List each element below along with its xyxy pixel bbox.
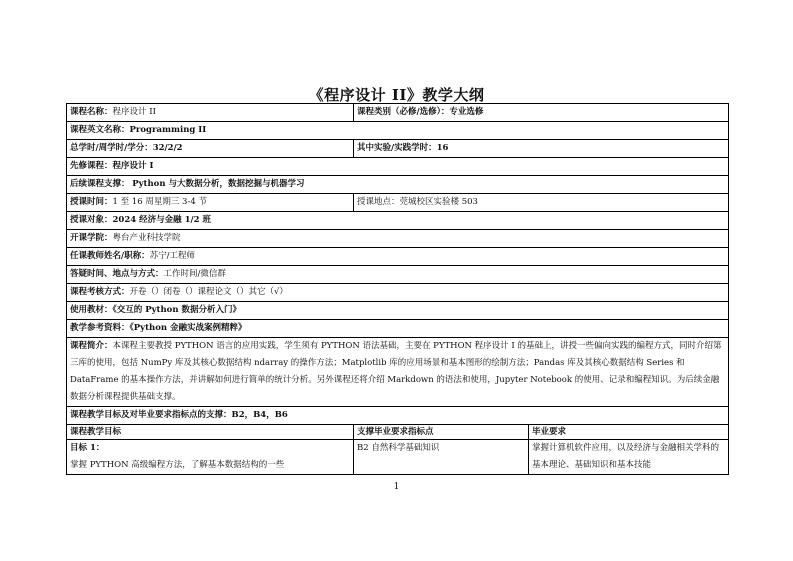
objectives-col-goal: 课程教学目标 xyxy=(67,425,354,440)
english-name-cell: 课程英文名称：Programming II xyxy=(67,122,729,140)
course-type-cell: 课程类别（必修/选修）：专业选修 xyxy=(354,104,729,122)
page-number: 1 xyxy=(393,482,400,492)
objectives-column-headers xyxy=(67,425,729,440)
row-assessment xyxy=(67,284,729,302)
college-cell: 开课学院：粤台产业科技学院 xyxy=(67,230,729,248)
row-course-name xyxy=(67,104,729,122)
row-hours xyxy=(67,140,729,158)
teacher-cell: 任课教师姓名/职称：苏宁/工程师 xyxy=(67,248,729,266)
goal-1-text: 掌握 PYTHON 高级编程方法，了解基本数据结构的一些 xyxy=(70,460,285,470)
row-objectives-header xyxy=(67,407,729,425)
goal-1-requirement: 掌握计算机软件应用，以及经济与金融相关学科的基本理论、基础知识和基本技能 xyxy=(529,440,729,475)
qa-cell: 答疑时间、地点与方式：工作时间/微信群 xyxy=(67,266,729,284)
syllabus-table xyxy=(66,103,729,475)
row-intro xyxy=(67,338,729,407)
lab-hours-cell: 其中实验/实践学时：16 xyxy=(354,140,729,158)
objectives-col-indicator: 支撑毕业要求指标点 xyxy=(354,425,529,440)
row-college xyxy=(67,230,729,248)
row-qa xyxy=(67,266,729,284)
row-teacher xyxy=(67,248,729,266)
assessment-cell: 课程考核方式：开卷（）闭卷（）课程论文（）其它（√） xyxy=(67,284,729,302)
goal-1-title: 目标 1： xyxy=(70,443,105,453)
hours-cell: 总学时/周学时/学分：32/2/2 xyxy=(67,140,354,158)
course-name-cell: 课程名称：程序设计 II xyxy=(67,104,354,122)
objectives-col-requirement: 毕业要求 xyxy=(529,425,729,440)
row-textbook xyxy=(67,302,729,320)
objectives-header-cell: 课程教学目标及对毕业要求指标点的支撑：B2，B4，B6 xyxy=(67,407,729,425)
row-references xyxy=(67,320,729,338)
place-cell: 授课地点：莞城校区实验楼 503 xyxy=(354,194,729,212)
goal-1-indicator: B2 自然科学基础知识 xyxy=(354,440,529,475)
followup-cell: 后续课程支撑： Python 与大数据分析，数据挖掘与机器学习 xyxy=(67,176,729,194)
row-english-name xyxy=(67,122,729,140)
audience-cell: 授课对象：2024 经济与金融 1/2 班 xyxy=(67,212,729,230)
row-followup xyxy=(67,176,729,194)
prerequisite-cell: 先修课程：程序设计 I xyxy=(67,158,729,176)
objectives-row-1 xyxy=(67,440,729,475)
goal-1-cell xyxy=(67,440,354,475)
row-prerequisite xyxy=(67,158,729,176)
intro-cell: 课程简介：本课程主要教授 PYTHON 语言的应用实践，学生须有 PYTHON 语法基础，主要在 PYTHON 程序设计 I 的基础上，讲授一些偏向实践的编程方式，同时介绍第三库的使用，包括 NumPy 库及其核心数据结构 ndarray 的操作方法；Matplotlib 库的应用场景和基本图形的绘制方法；Pandas 库及其核心数据结构 Series 和 DataFrame 的基本操作方法，并讲解如何进行简单的统计分析。另外课程还将介绍 Markdown 的语法和使用，Jupyter Notebook 的使用、记录和编程知识。为后续金融数据分析课程提供基础支撑。 xyxy=(67,338,729,407)
row-audience xyxy=(67,212,729,230)
document-title: 《程序设计 II》教学大纲 xyxy=(308,86,485,104)
textbook-cell: 使用教材：《交互的 Python 数据分析入门》 xyxy=(67,302,729,320)
row-time-place xyxy=(67,194,729,212)
time-cell: 授课时间：1 至 16 周星期三 3-4 节 xyxy=(67,194,354,212)
references-cell: 教学参考资料：《Python 金融实战案例精粹》 xyxy=(67,320,729,338)
